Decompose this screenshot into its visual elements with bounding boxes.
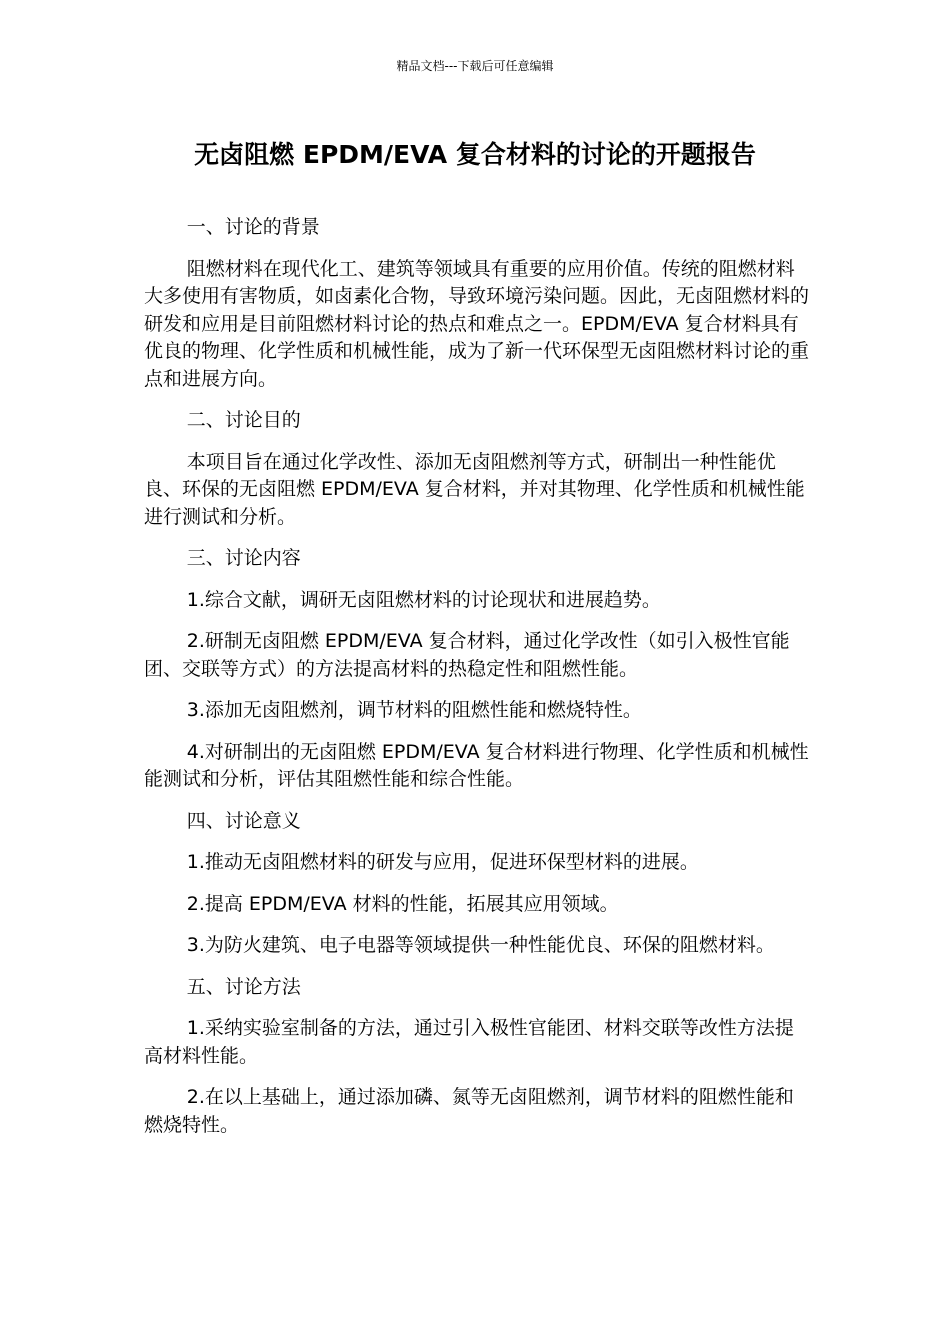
content-item-3: 3.添加无卤阻燃剂，调节材料的阻燃性能和燃烧特性。	[186, 699, 642, 721]
header-note: 精品文档---下载后可任意编辑	[396, 59, 554, 73]
section-heading-background: 一、讨论的背景	[186, 216, 320, 238]
content-item-4: 4.对研制出的无卤阻燃 EPDM/EVA 复合材料进行物理、化学性质和机械性能测试和分析，评估其阻燃性能和综合性能。	[144, 740, 809, 790]
content-item-2: 2.研制无卤阻燃 EPDM/EVA 复合材料，通过化学改性（如引入极性官能团、交联等方式）的方法提高材料的热稳定性和阻燃性能。	[144, 630, 790, 680]
section-heading-method: 五、讨论方法	[186, 975, 301, 998]
method-item-2: 2.在以上基础上，通过添加磷、氮等无卤阻燃剂，调节材料的阻燃性能和燃烧特性。	[144, 1086, 794, 1136]
method-item-1: 1.采纳实验室制备的方法，通过引入极性官能团、材料交联等改性方法提高材料性能。	[144, 1017, 794, 1067]
significance-item-1: 1.推动无卤阻燃材料的研发与应用，促进环保型材料的进展。	[186, 851, 699, 873]
section-heading-purpose: 二、讨论目的	[186, 409, 301, 431]
content-item-1: 1.综合文献，调研无卤阻燃材料的讨论现状和进展趋势。	[186, 588, 661, 611]
significance-item-3: 3.为防火建筑、电子电器等领域提供一种性能优良、环保的阻燃材料。	[186, 934, 775, 956]
paragraph-purpose: 本项目旨在通过化学改性、添加无卤阻燃剂等方式，研制出一种性能优良、环保的无卤阻燃 EPDM/EVA 复合材料，并对其物理、化学性质和机械性能进行测试和分析。	[144, 450, 805, 528]
significance-item-2: 2.提高 EPDM/EVA 材料的性能，拓展其应用领域。	[186, 892, 619, 915]
section-heading-significance: 四、讨论意义	[186, 809, 301, 832]
document-title: 无卤阻燃 EPDM/EVA 复合材料的讨论的开题报告	[194, 140, 756, 169]
section-heading-content: 三、讨论内容	[186, 547, 301, 569]
document-body	[144, 214, 810, 1153]
paragraph-background: 阻燃材料在现代化工、建筑等领域具有重要的应用价值。传统的阻燃材料大多使用有害物质，如卤素化合物，导致环境污染问题。因此，无卤阻燃材料的研发和应用是目前阻燃材料讨论的热点和难点之一。EPDM/EVA 复合材料具有优良的物理、化学性质和机械性能，成为了新一代环保型无卤阻燃材料讨论的重点和进展方向。	[144, 257, 810, 390]
